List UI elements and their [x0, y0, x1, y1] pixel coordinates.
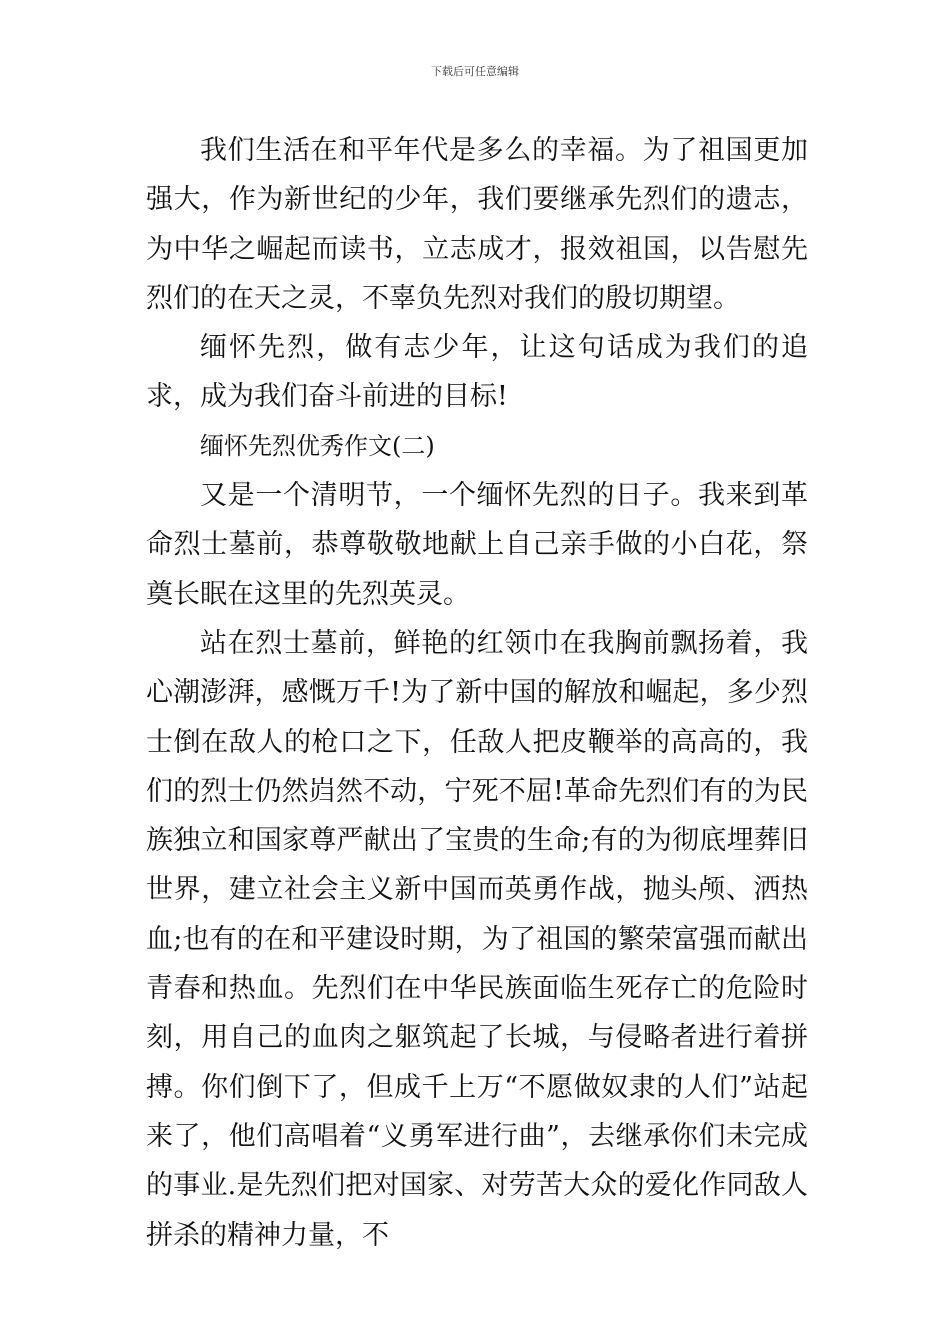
paragraph-4: 站在烈士墓前，鲜艳的红领巾在我胸前飘扬着，我心潮澎湃，感慨万千!为了新中国的解放和崛起，多少烈士倒在敌人的枪口之下，任敌人把皮鞭举的高高的，我们的烈士仍然岿然不动，宁死不屈!革命先烈们有的为民族独立和国家尊严献出了宝贵的生命;有的为彻底埋葬旧世界，建立社会主义新中国而英勇作战，抛头颅、洒热血;也有的在和平建设时期，为了祖国的繁荣富强而献出青春和热血。先烈们在中华民族面临生死存亡的危险时刻，用自己的血肉之躯筑起了长城，与侵略者进行着拼搏。你们倒下了，但成千上万“不愿做奴隶的人们”站起来了，他们高唱着“义勇军进行曲”，去继承你们未完成的事业.是先烈们把对国家、对劳苦大众的爱化作同敌人拼杀的精神力量，不 [146, 627, 808, 1251]
document-body [146, 126, 808, 1260]
paragraph-3: 又是一个清明节，一个缅怀先烈的日子。我来到革命烈士墓前，恭尊敬敬地献上自己亲手做的小白花，祭奠长眠在这里的先烈英灵。 [146, 480, 808, 610]
paragraph-2: 缅怀先烈，做有志少年，让这句话成为我们的追求，成为我们奋斗前进的目标! [146, 332, 808, 413]
page-header: 下载后可任意编辑 [431, 65, 519, 78]
paragraph-1: 我们生活在和平年代是多么的幸福。为了祖国更加强大，作为新世纪的少年，我们要继承先烈们的遗志，为中华之崛起而读书，立志成才，报效祖国，以告慰先烈们的在天之灵，不辜负先烈对我们的殷切期望。 [146, 135, 808, 314]
section-title: 缅怀先烈优秀作文(二) [200, 431, 435, 460]
